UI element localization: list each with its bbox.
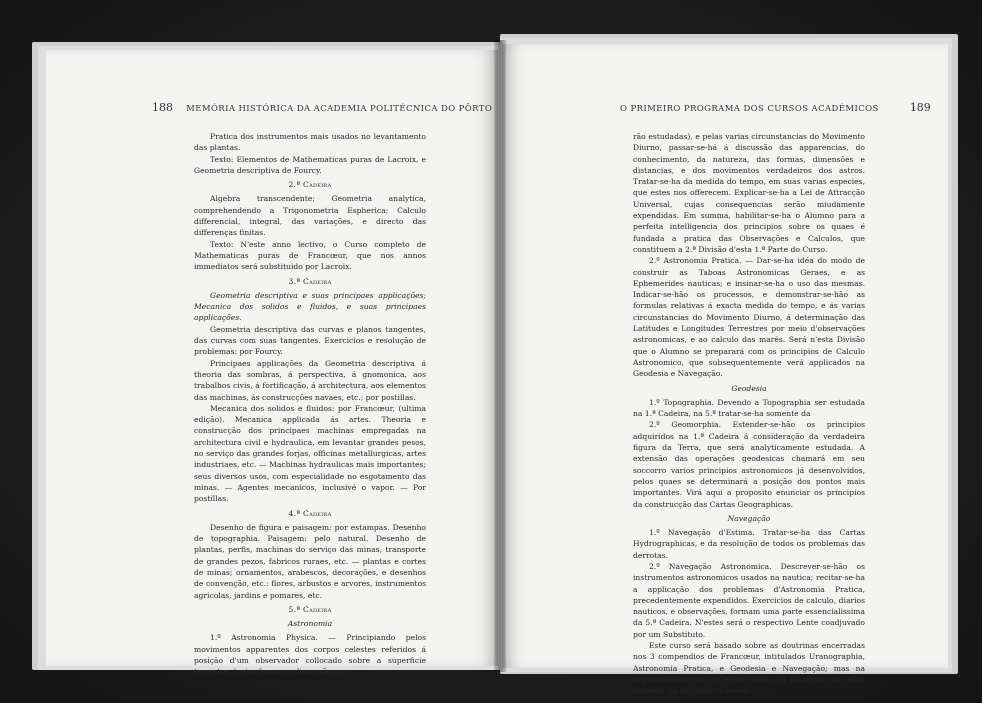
- left-running-header: [152, 101, 493, 114]
- paragraph: 2.º Astronomia Pratica. — Dar-se-ha idéa do modo de construir as Taboas Astronomicas Geraes, e as Ephemerides nauticas; e insinar-se-ha o uso das mesmas. Indicar-se-hão os processos, e demonstrar-se-hão as formulas relativas á exacta medida do tempo, e ás varias circunstancias do Movimento Diurno, á determinação das Latitudes e Longitudes Terrestres por meio d'observações astronomicas, e ao calculo das marés. Será n'esta Divisão que o Alumno se preparará com os principios de Calculo Astronomico, que subsequentemente verá applicados na Geodesia e Navegação.: [633, 256, 865, 379]
- paragraph: Mecanica dos solidos e fluidos: por Francœur, (ultima edição). Mecanica applicada ás artes. Theoria e construcção dos principaes machinas empregadas na architectura civil e hydraulica, em levantar grandes pesos, no serviço das grandes forjas, officinas metallurgicas, artes industriaes, etc. — Machinas hydraulicas mais importantes; seus diversos usos, com especialidade no esgotamento das minas. — Agentes mecanicos, inclusivé o vapor. — Por postillas.: [194, 403, 426, 504]
- book-gutter: [494, 40, 506, 672]
- paragraph: 1.º Astronomia Physica. — Principiando pelos movimentos apparentes dos corpos celestes referidos á posição d'um observador collocado sobre a superficie terrestre, (cujas formas e dimensões se-: [194, 633, 426, 677]
- paragraph: Pratica dos instrumentos mais usados no levantamento das plantas.: [194, 132, 426, 153]
- paragraph: Texto: N'este anno lectivo, o Curso completo de Mathematicas puras de Francœur, que nos annos immediatos será substituido por Lacroix.: [194, 239, 426, 272]
- left-running-head: MEMÓRIA HISTÓRICA DA ACADEMIA POLITÉCNICA DO PÔRTO: [186, 104, 493, 114]
- left-page-text-column: [194, 131, 426, 678]
- section-subtitle: Geometria descriptiva e suas principaes applicações; Mecanica dos solidos e fluidos, e suas principaes applicações.: [194, 290, 426, 323]
- paragraph: Texto: Elementos de Mathematicas puras de Lacroix, e Geometria descriptiva de Fourcy.: [194, 154, 426, 175]
- paragraph: Este curso será basado sobre as doutrinas encerradas nos 3 compendios de Francœur, intitulados Uranographia, Astronomia Pratica, e Geodesia e Navegação; mas na impossibilidade de se entrar todas as materias que elles incluem, ou de seguir a ordem: [633, 641, 865, 696]
- right-running-header: [620, 101, 931, 114]
- paragraph: 1.º Topographia. Devendo a Topographia ser estudada na 1.ª Cadeira, na 5.ª tratar-se-ha somente da: [633, 397, 865, 419]
- continued-paragraph: rão estudadas), e pelas varias circunstancias do Movimento Diurno, passar-se-há á discussão das apparencias, do conhecimento, da natureza, das formas, dimensões e distancias, e dos movimentos verdadeiros dos astros. Tratar-se-ha da medida do tempo, em suas varias especies, que estes nos offerecem. Explicar-se-ha a Lei de Attracção Universal, cujas consequencias serão miudamente expendidas. Em summa, habilitar-se-ha o Alumno para a perfeita intelligencia dos principios sobre os quaes é fundada a pratica das Observações e Calculos, que constituem a 2.ª Divisão d'esta 1.ª Parte do Curso.: [633, 132, 865, 254]
- subsection-heading: Astronomia: [287, 619, 333, 629]
- section-heading: 4.ª Cadeira: [288, 508, 332, 518]
- section-heading: 3.ª Cadeira: [288, 276, 332, 286]
- paragraph: 2.º Geomorphia. Estender-se-hão os principios adquiridos na 1.ª Cadeira á consideração da verdadeira figura da Terra, que será analyticamente estudada. A extensão das operações geodesicas chamará em seu soccorro varios principios astronomicos já desenvolvidos, pelos quaes se determinará a posição dos pontos mais importantes. Virá aqui a proposito enunciar os principios da construcção das Cartas Geographicas.: [633, 420, 865, 509]
- subsection-heading: Geodesia: [731, 383, 767, 393]
- paragraph: 2.º Navegação Astronomica. Descrever-se-hão os instrumentos astronomicos usados na nautica; recitar-se-ha a applicação dos problemas d'Astronomia Pratica, precedentemente expendidos. Exercicios de calculo, diarios nauticos, e observações, formam uma parte essencialissima da 5.ª Cadeira. N'estes será o respectivo Lente coadjuvado por um Substituto.: [633, 561, 865, 639]
- right-running-head: O PRIMEIRO PROGRAMA DOS CURSOS ACADÉMICOS: [620, 104, 879, 114]
- section-heading: 5.ª Cadeira: [288, 604, 332, 614]
- paragraph: Algebra transcendente; Geometria analytica, comprehendendo a Trigonometria Espherica; Calculo differencial, integral, das variações, e directo das differenças finitas.: [194, 194, 426, 238]
- paragraph: Geometria descriptiva das curvas e planos tangentes, das curvas com suas tangentes. Exercicios e resolução de problemas: por Fourcy.: [194, 324, 426, 357]
- paragraph: 1.º Navegação d'Estima. Tratar-se-ha das Cartas Hydrographicas, e da resolução de todos os problemas das derrotas.: [633, 528, 865, 560]
- right-page-text-column: [633, 131, 865, 697]
- right-page-number: 189: [909, 101, 931, 114]
- subsection-heading: Navegação: [727, 513, 771, 523]
- left-page-number: 188: [152, 101, 173, 114]
- paragraph: Principaes applicações da Geometria descriptiva á theoria das sombras, á perspectiva, á gnomonica, aos trabalhos civis, á fortificação, á architectura, aos elementos das machinas, ás construcções navaes, etc.; por postillas.: [194, 358, 426, 402]
- paragraph: Desenho de figura e paisagem: por estampas. Desenho de topographia. Paisagem: pelo natural. Desenho de plantas, perfis, machinas do serviço das minas, transporte de grandes pezos, fabricos ruraes, etc. — plantas e cortes de minas; ornamentos, arabescos, decorações, e desenhos de convenção, etc.: flores, arbustos e arvores, instrumentos agricolas, jardins e pomares, etc.: [194, 522, 426, 600]
- section-heading: 2.ª Cadeira: [288, 180, 332, 190]
